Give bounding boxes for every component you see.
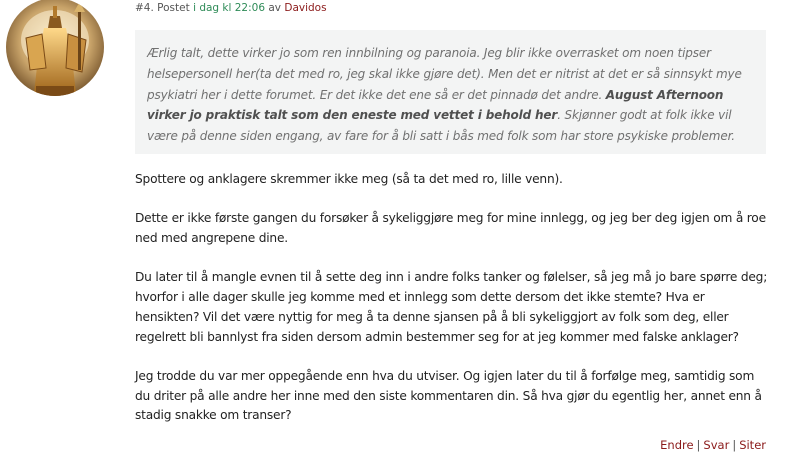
posted-label: Postet (157, 2, 190, 14)
by-label: av (268, 2, 282, 14)
reply-link[interactable]: Svar (703, 438, 730, 452)
quoted-text (135, 30, 766, 154)
quote-bold-text: August Afternoon virker jo praktisk talt som den eneste med vettet i behold her (147, 87, 724, 123)
post-body (135, 170, 770, 446)
post-time: i dag kl 22:06 (193, 2, 266, 14)
quote-part-1: Ærlig talt, dette virker jo som ren innbilning og paranoia. Jeg blir ikke overrasket om noen tipser helsepersonell her(ta det med ro, jeg skal ikke gjøre det). Men det er nitrist at det er så sinnsykt mye psykiatri her i dette forumet. Er det ikke det ene så er det pinnadø det andre. (147, 46, 742, 102)
post-number: #4. (135, 2, 154, 14)
quote-part-2: . Skjønner godt at folk ikke vil være på denne siden engang, av fare for å bli satt i bås med folk som har store psykiske problemer. (147, 108, 735, 144)
edit-link[interactable]: Endre (660, 438, 694, 452)
body-paragraph: Spottere og anklagere skremmer ikke meg (så ta det med ro, lille venn). (135, 172, 563, 186)
avatar[interactable] (6, 0, 104, 96)
body-paragraph: Dette er ikke første gangen du forsøker å sykeliggjøre meg for mine innlegg, og jeg ber deg igjen om å roe ned med angrepene dine. (135, 211, 766, 246)
action-separator: | (732, 438, 737, 452)
post-meta (135, 2, 327, 14)
action-separator: | (696, 438, 701, 452)
post-actions (660, 438, 766, 452)
golden-knight-avatar-icon (6, 0, 104, 96)
body-paragraph: Jeg trodde du var mer oppegående enn hva du utviser. Og igjen later du til å forfølge meg, samtidig som du driter på alle andre her inne med den siste kommentaren din. Så hva gjør du egentlig her, annet enn å stadig snakke om transer? (135, 368, 762, 423)
author-link[interactable]: Davidos (284, 2, 327, 14)
body-paragraph: Du later til å mangle evnen til å sette deg inn i andre folks tanker og følelser, så jeg må jo bare spørre deg; hvorfor i alle dager skulle jeg komme med et innlegg som dette dersom det ikke stemte? Hva er hensikten? Vil det være nyttig for meg å ta denne sjansen på å bli sykeliggjort av folk som deg, eller regelrett bli bannlyst fra siden dersom admin bestemmer seg for at jeg kommer med falske anklager? (135, 270, 768, 344)
quote-link[interactable]: Siter (739, 438, 766, 452)
